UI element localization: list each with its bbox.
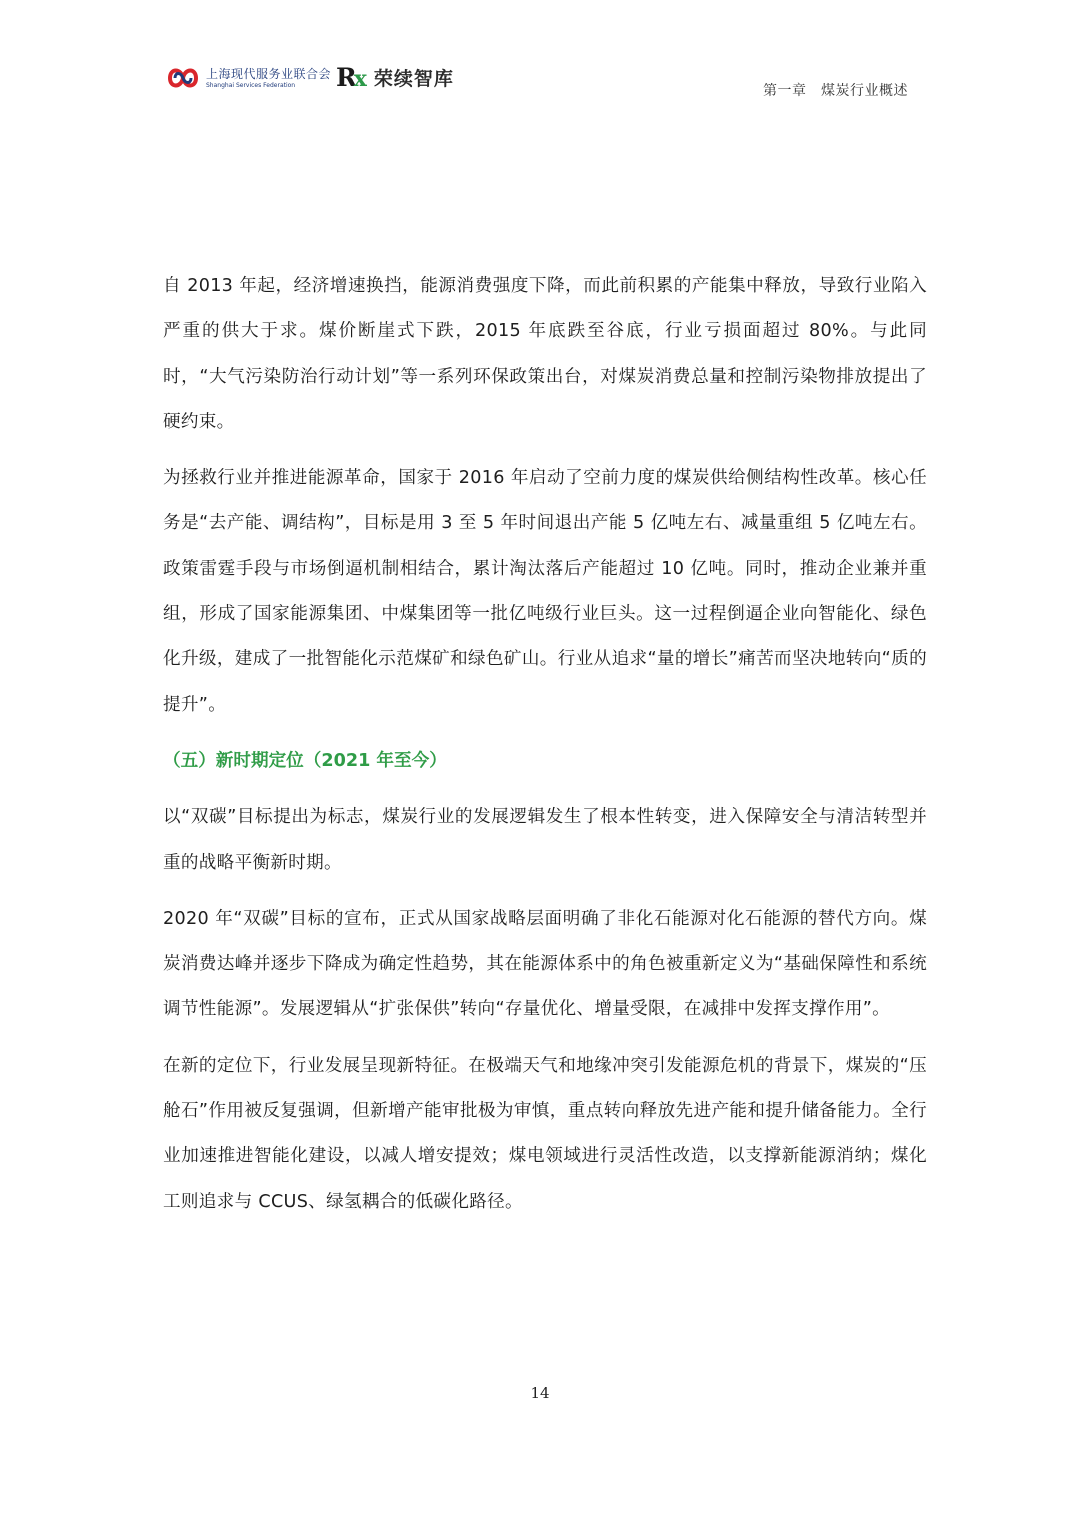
paragraph: 2020 年“双碳”目标的宣布，正式从国家战略层面明确了非化石能源对化石能源的替代方向。煤炭消费达峰并逐步下降成为确定性趋势，其在能源体系中的角色被重新定义为“基础保障性和系统调节性能源”。发展逻辑从“扩张保供”转向“存量优化、增量受限，在减排中发挥支撑作用”。 xyxy=(163,908,927,1020)
section-heading: （五）新时期定位（2021 年至今） xyxy=(163,750,447,771)
brand-name: 荣续智库 xyxy=(373,68,454,90)
paragraph: 以“双碳”目标提出为标志，煤炭行业的发展逻辑发生了根本性转变，进入保障安全与清洁转型并重的战略平衡新时期。 xyxy=(163,807,927,873)
federation-logo-icon xyxy=(166,64,200,92)
page-number: 14 xyxy=(530,1384,550,1402)
shanghai-services-federation-logo xyxy=(166,64,331,92)
page-header xyxy=(0,0,1080,110)
rx-mark-icon: Rx xyxy=(336,63,364,92)
paragraph: 在新的定位下，行业发展呈现新特征。在极端天气和地缘冲突引发能源危机的背景下，煤炭的“压舱石”作用被反复强调，但新增产能审批极为审慎，重点转向释放先进产能和提升储备能力。全行业加速推进智能化建设，以减人增安提效；煤电领域进行灵活性改造，以支撑新能源消纳；煤化工则追求与 CCUS、绿氢耦合的低碳化路径。 xyxy=(163,1055,927,1212)
paragraph: 为拯救行业并推进能源革命，国家于 2016 年启动了空前力度的煤炭供给侧结构性改革。核心任务是“去产能、调结构”，目标是用 3 至 5 年时间退出产能 5 亿吨左右、减量重组 5 亿吨左右。政策雷霆手段与市场倒逼机制相结合，累计淘汰落后产能超过 10 亿吨。同时，推动企业兼并重组，形成了国家能源集团、中煤集团等一批亿吨级行业巨头。这一过程倒逼企业向智能化、绿色化升级，建成了一批智能化示范煤矿和绿色矿山。行业从追求“量的增长”痛苦而坚决地转向“质的提升”。 xyxy=(163,468,927,715)
federation-name-en: Shanghai Services Federation xyxy=(206,81,296,89)
federation-name-cn: 上海现代服务业联合会 xyxy=(206,66,332,81)
main-content xyxy=(163,264,927,1236)
chapter-title: 第一章 煤炭行业概述 xyxy=(763,83,908,99)
paragraph: 自 2013 年起，经济增速换挡，能源消费强度下降，而此前积累的产能集中释放，导致行业陷入严重的供大于求。煤价断崖式下跌，2015 年底跌至谷底，行业亏损面超过 80%。与此同时，“大气污染防治行动计划”等一系列环保政策出台，对煤炭消费总量和控制污染物排放提出了硬约束。 xyxy=(163,276,927,432)
rx-think-tank-logo xyxy=(336,64,454,91)
